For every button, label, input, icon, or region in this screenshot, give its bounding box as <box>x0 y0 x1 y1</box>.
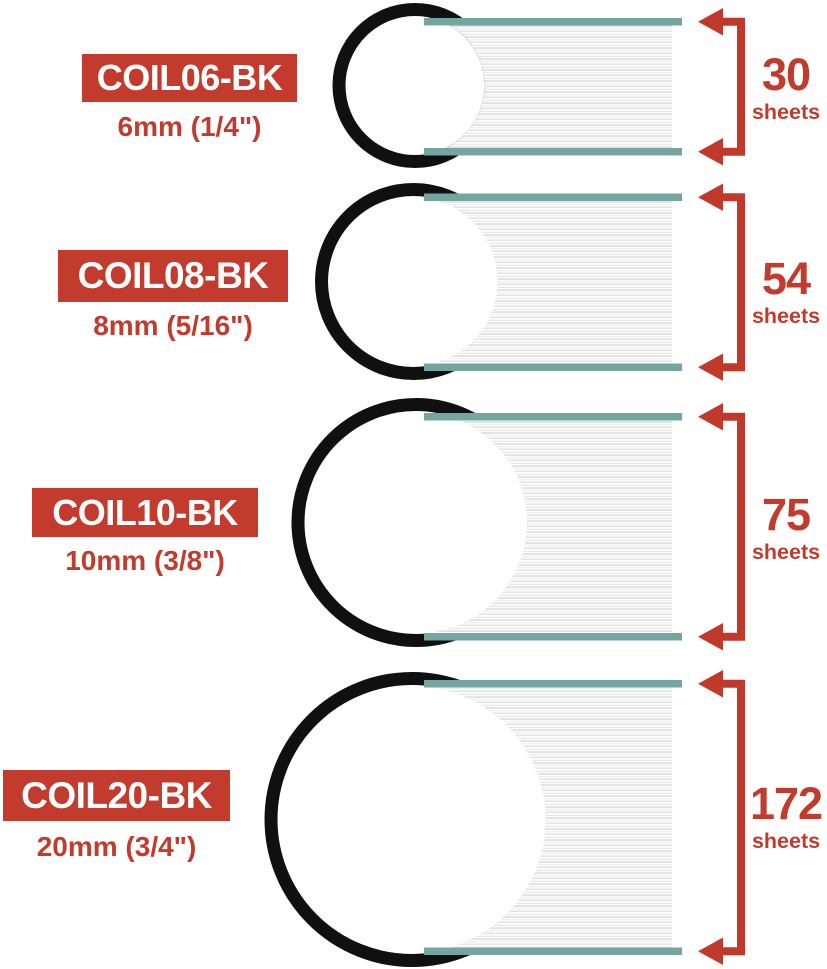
sheet-count-unit: sheets <box>751 829 821 853</box>
size-label: 10mm (3/8") <box>65 545 225 576</box>
sheet-count-unit: sheets <box>751 100 821 124</box>
coil-row-graphic-2 <box>322 184 742 382</box>
back-cover-bar <box>424 148 682 156</box>
size-label: 8mm (5/16") <box>93 310 253 341</box>
model-badge-label: COIL08-BK <box>77 255 269 296</box>
sheet-count-unit: sheets <box>751 540 821 564</box>
size-label: 20mm (3/4") <box>36 831 197 862</box>
front-cover-bar <box>424 18 682 26</box>
capacity-bracket <box>723 684 741 952</box>
bracket-arrowhead-bottom-icon <box>698 138 723 166</box>
coil-row-graphic-4 <box>271 670 741 965</box>
sheet-count <box>744 49 827 124</box>
sheet-count-unit: sheets <box>751 304 821 328</box>
model-badge <box>82 54 297 102</box>
paper-stack <box>445 26 672 149</box>
sheet-count-number: 172 <box>749 778 823 829</box>
sheet-count-number: 54 <box>761 253 811 304</box>
paper-stack <box>432 688 672 948</box>
size-label: 6mm (1/4") <box>117 111 262 142</box>
capacity-bracket <box>723 417 741 637</box>
model-badge <box>58 250 288 302</box>
paper-stack <box>427 421 673 634</box>
bracket-arrowhead-bottom-icon <box>698 938 723 966</box>
coil-row-graphic-3 <box>298 403 741 651</box>
front-cover-bar <box>424 680 682 688</box>
model-badge-label: COIL20-BK <box>21 774 212 816</box>
sheet-count <box>744 489 827 564</box>
bracket-arrowhead-bottom-icon <box>698 623 723 651</box>
coil-row-graphic-1 <box>339 8 741 166</box>
bracket-arrowhead-top-icon <box>698 403 723 431</box>
front-cover-bar <box>424 413 682 421</box>
model-badge <box>32 488 258 537</box>
model-badge-label: COIL06-BK <box>96 57 283 98</box>
capacity-bracket <box>723 197 741 367</box>
bracket-arrowhead-bottom-icon <box>698 354 723 382</box>
bracket-arrowhead-top-icon <box>698 670 723 698</box>
bracket-arrowhead-top-icon <box>698 184 723 212</box>
model-badge-label: COIL10-BK <box>52 491 238 533</box>
front-cover-bar <box>424 194 682 202</box>
bracket-arrowhead-top-icon <box>698 8 723 36</box>
sheet-count <box>744 778 827 853</box>
sheet-count-number: 30 <box>761 49 811 100</box>
sheet-count-number: 75 <box>761 489 811 540</box>
paper-stack <box>432 201 672 364</box>
capacity-bracket <box>723 22 741 152</box>
back-cover-bar <box>424 948 682 956</box>
back-cover-bar <box>424 364 682 372</box>
back-cover-bar <box>424 633 682 641</box>
sheet-count <box>744 253 827 328</box>
model-badge <box>3 770 230 821</box>
